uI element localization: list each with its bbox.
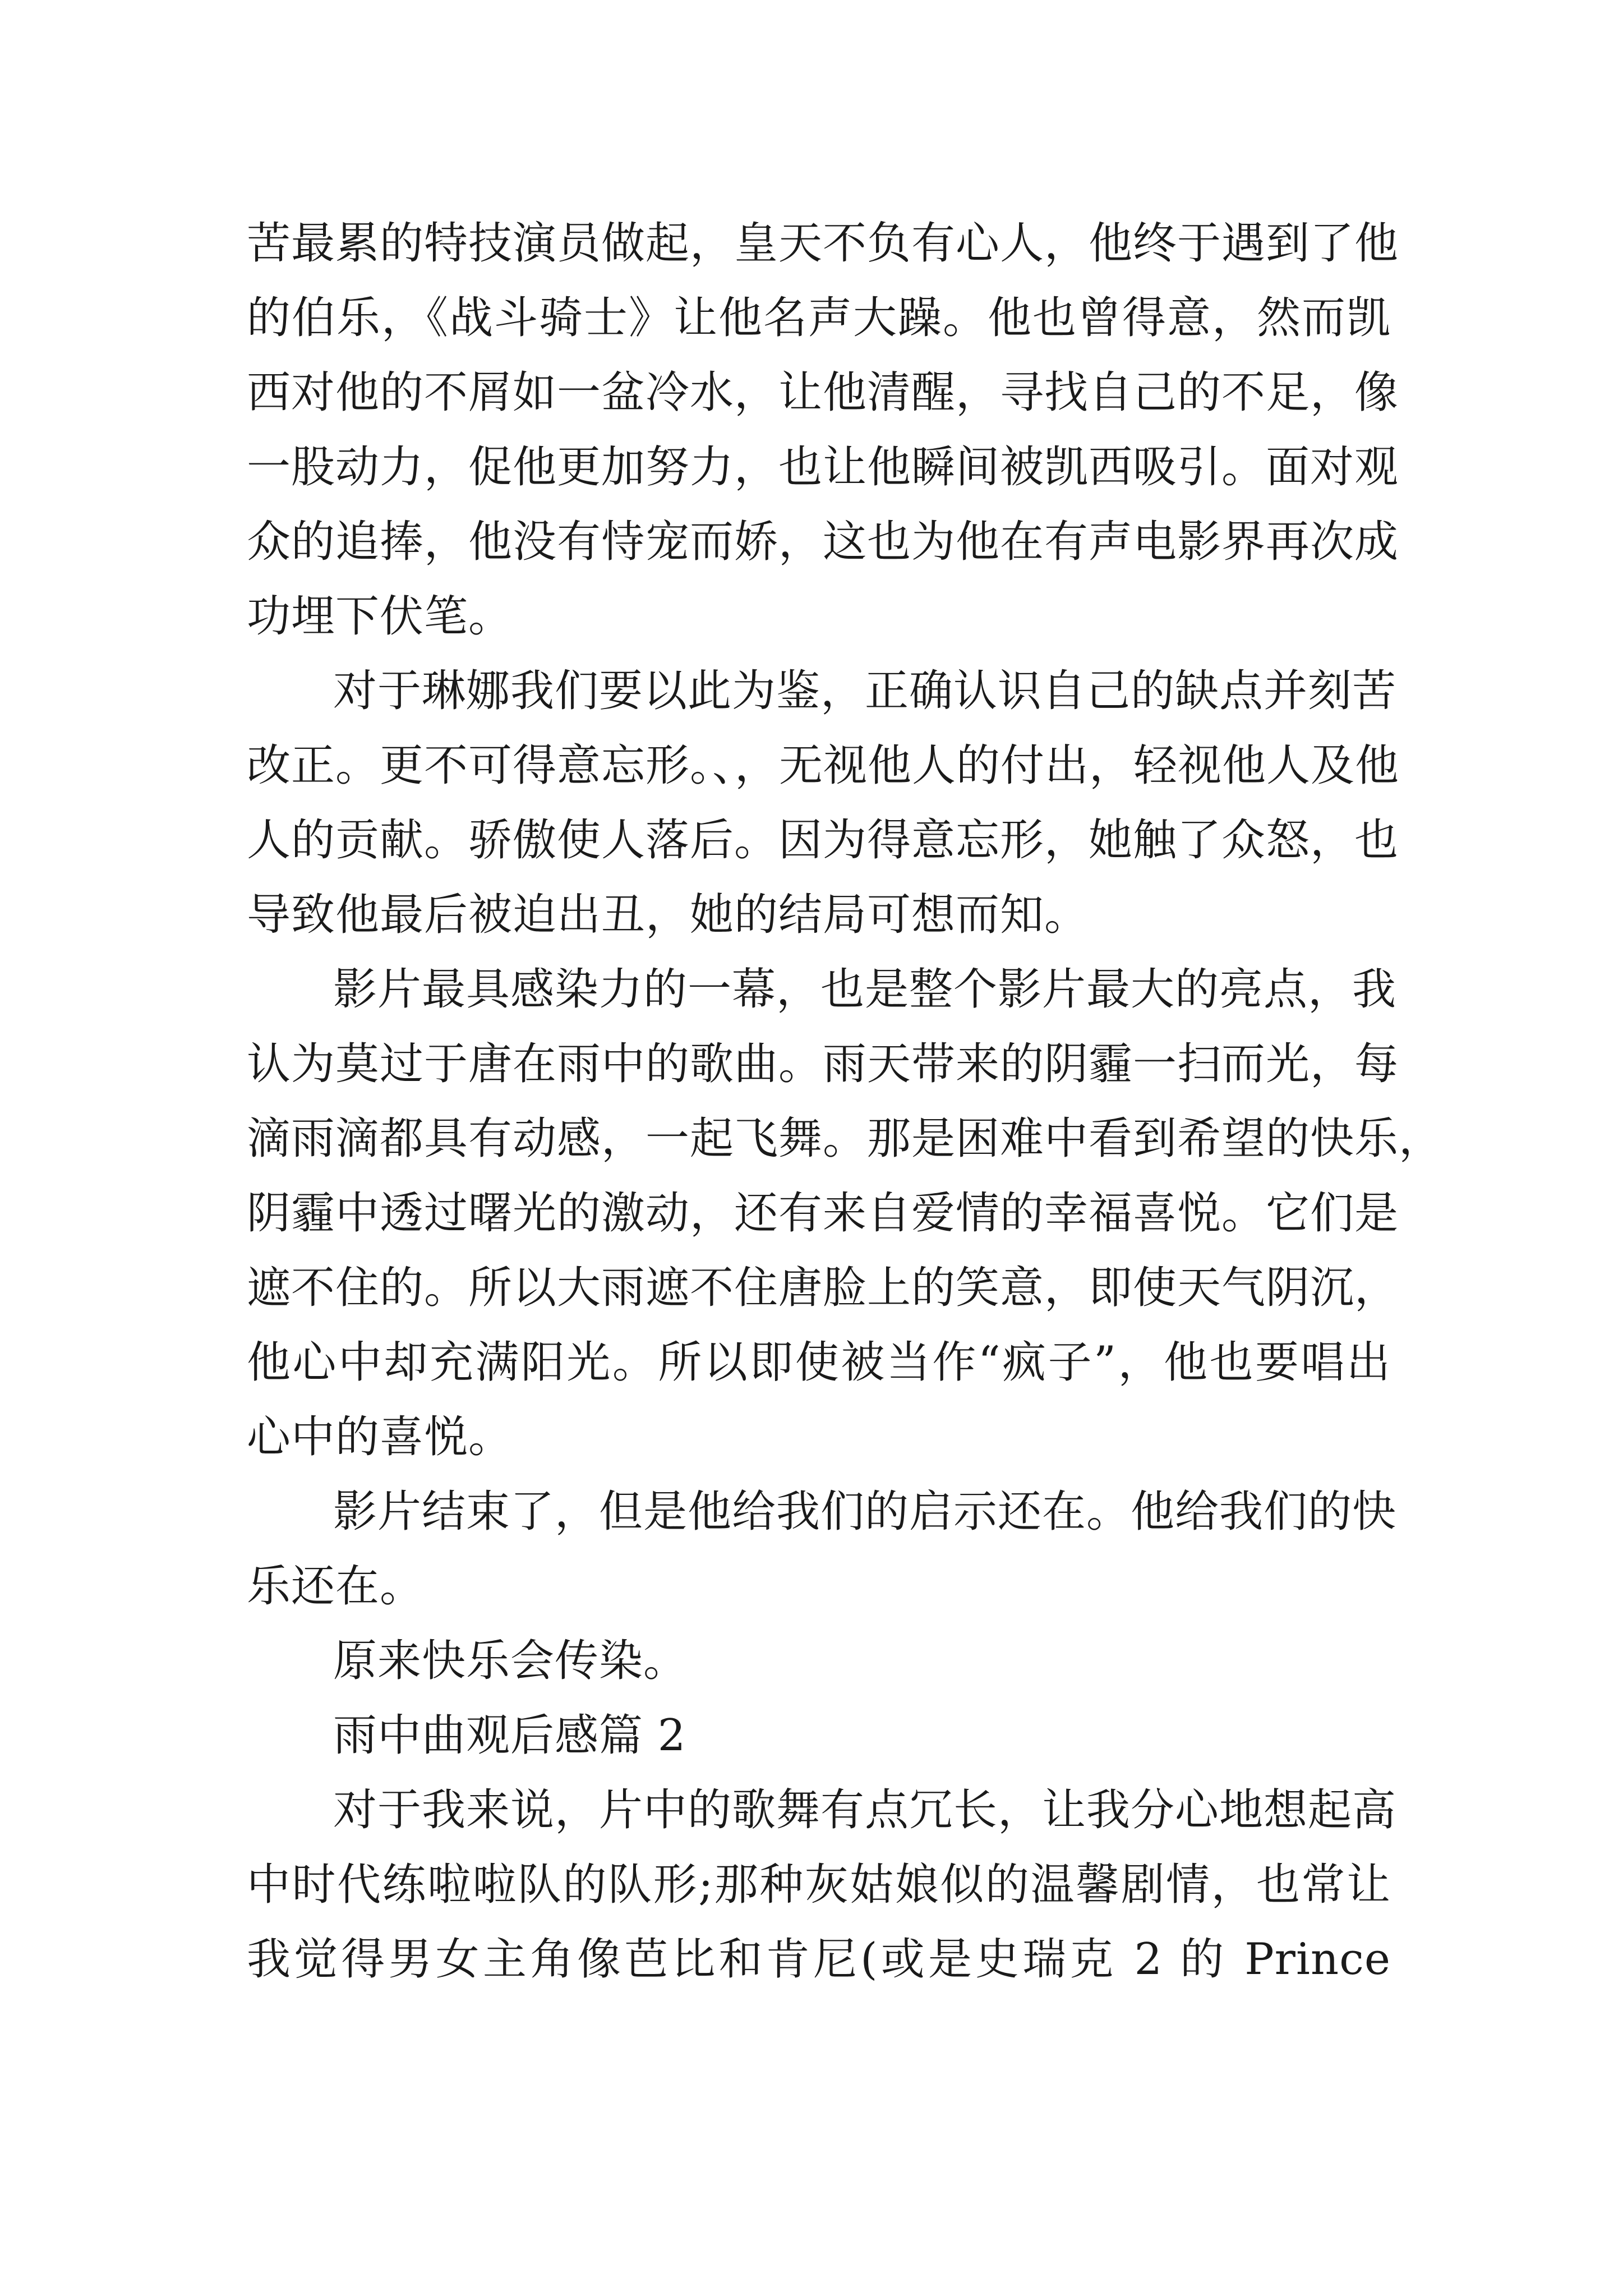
text-line: 遮不住的。所以大雨遮不住唐脸上的笑意，即使天气阴沉， xyxy=(247,1263,1399,1313)
text-line: 滴雨滴都具有动感，一起飞舞。那是困难中看到希望的快乐， xyxy=(247,1114,1444,1164)
text-line: 导致他最后被迫出丑，她的结局可想而知。 xyxy=(247,890,1089,940)
text-line: 功埋下伏笔。 xyxy=(247,591,513,642)
text-line: 乐还在。 xyxy=(247,1561,425,1612)
text-line: 改正。更不可得意忘形。、，无视他人的付出，轻视他人及他 xyxy=(247,740,1400,791)
paragraph-first-line: 影片最具感染力的一幕，也是整个影片最大的亮点，我 xyxy=(333,964,1397,1015)
text-line: 他心中却充满阳光。所以即使被当作“疯子”，他也要唱出 xyxy=(247,1337,1391,1388)
text-line: 中时代练啦啦队的队形;那种灰姑娘似的温馨剧情，也常让 xyxy=(247,1860,1391,1910)
text-line: 西对他的不屑如一盆冷水，让他清醒，寻找自己的不足，像 xyxy=(247,367,1399,418)
paragraph-first-line: 影片结束了，但是他给我们的启示还在。他给我们的快 xyxy=(333,1487,1397,1537)
text-line: 认为莫过于唐在雨中的歌曲。雨天带来的阴霾一扫而光，每 xyxy=(247,1039,1399,1089)
paragraph-first-line: 原来快乐会传染。 xyxy=(333,1636,688,1686)
text-line: 阴霾中透过曙光的激动，还有来自爱情的幸福喜悦。它们是 xyxy=(247,1188,1399,1239)
text-line: 苦最累的特技演员做起，皇天不负有心人，他终于遇到了他 xyxy=(247,218,1399,269)
text-line: 心中的喜悦。 xyxy=(247,1412,513,1462)
text-line: 我觉得男女主角像芭比和肯尼(或是史瑞克 2 的 Prince xyxy=(247,1934,1391,1985)
paragraph-first-line: 对于琳娜我们要以此为鉴，正确认识自己的缺点并刻苦 xyxy=(333,666,1397,716)
text-line: 一股动力，促他更加努力，也让他瞬间被凯西吸引。面对观 xyxy=(247,442,1399,493)
paragraph-first-line: 对于我来说，片中的歌舞有点冗长，让我分心地想起高 xyxy=(333,1785,1397,1835)
text-line: 人的贡献。骄傲使人落后。因为得意忘形，她触了众怒，也 xyxy=(247,815,1399,866)
text-line: 的伯乐，《战斗骑士》让他名声大躁。他也曾得意，然而凯 xyxy=(247,293,1391,343)
text-line: 众的追捧，他没有恃宠而娇，这也为他在有声电影界再次成 xyxy=(247,517,1399,567)
section-heading: 雨中曲观后感篇 2 xyxy=(333,1710,686,1761)
